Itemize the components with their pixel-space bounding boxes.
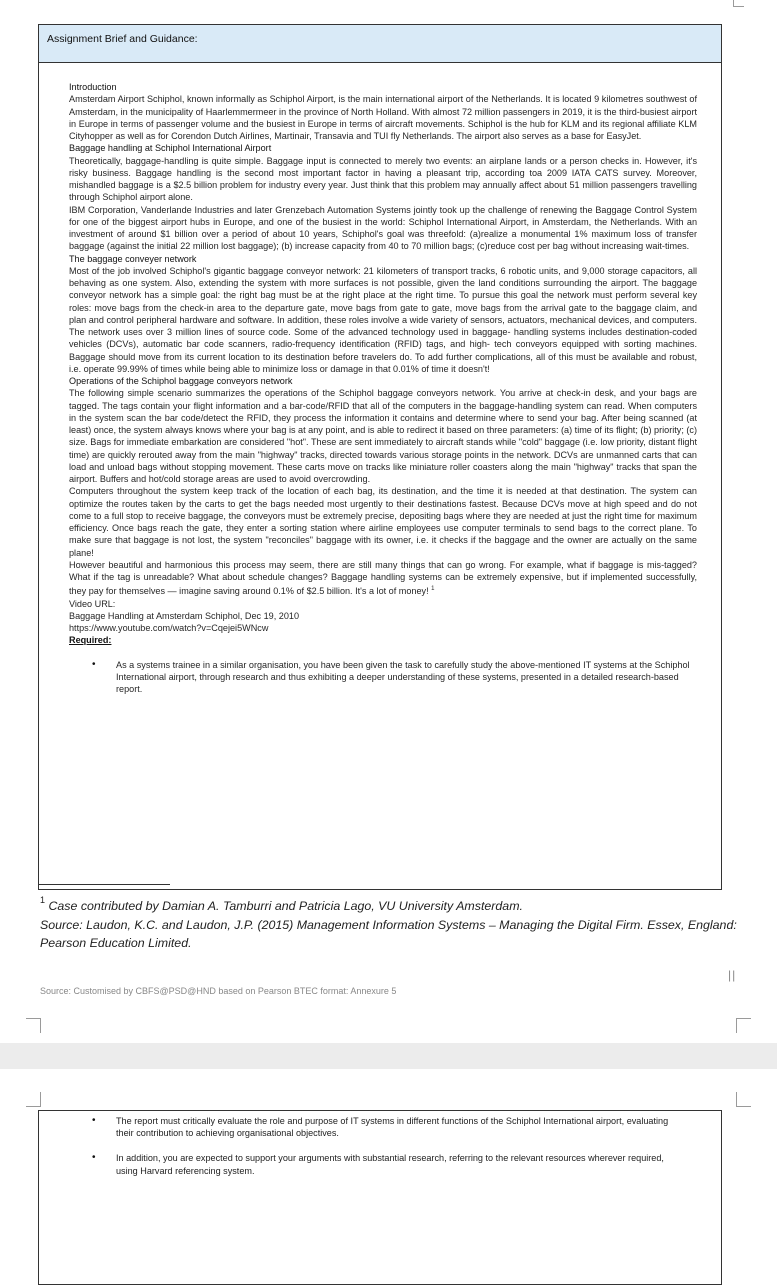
requirements-list xyxy=(39,1115,676,1177)
assignment-content-box-continued xyxy=(38,1110,722,1285)
page-corner-mark xyxy=(26,1092,41,1107)
page-corner-mark xyxy=(26,1018,41,1033)
operations-paragraph-3 xyxy=(69,559,697,598)
page-gap xyxy=(0,1043,777,1069)
footnote-reference: 1 xyxy=(431,586,435,593)
footnote-separator xyxy=(38,884,170,885)
footnote xyxy=(40,893,740,953)
page-corner-mark xyxy=(736,1018,751,1033)
case-study-text xyxy=(69,81,697,695)
operations-paragraph-3-text: However beautiful and harmonious this process may seem, there are still many things that can go wrong. For example, what if baggage is mis-tagged? What if the tag is unreadable? What about schedule changes? Baggage handling systems can be extremely expensive, but if implemented successfully, they pay for themselves — imagine saving around 0.1% of $2.5 billion. It's a lot of money! xyxy=(69,559,697,597)
assignment-brief-header xyxy=(38,24,722,63)
operations-paragraph-1: The following simple scenario summarizes the operations of the Schiphol baggage conveyors network. You arrive at check-in desk, and your bags are tagged. The tags contain your flight information and a bar-code/RFID that all of the computers in the baggage-handling system can read. When computers in the system scan the bar code/detect the RFID, they process the information it contains and determine where to send your bag. After being scanned (at least) once, the system always knows where your bag is at any point, and is able to redirect it based on three parameters: (a) time of its flight; (b) priority; (c) size. Bags for immediate embarkation are considered "hot". These are sent immediately to aircraft stands while "cold" baggage (i.e. low priority, distant flight time) are quickly rerouted away from the main "highway" tracks, directed towards various storage points in the network. DCVs are unmanned carts that can load and unload bags without stopping movement. These carts move on tracks like miniature roller coasters along the main "highway" tracks that span the airport. Buffers and hot/cold storage areas are used to avoid overcrowding. xyxy=(69,388,697,484)
page-footer-source: Source: Customised by CBFS@PSD@HND based on Pearson BTEC format: Annexure 5 xyxy=(40,986,397,996)
list-item: • In addition, you are expected to support your arguments with substantial research, referring to the relevant resources wherever required, using Harvard referencing system. xyxy=(116,1152,676,1176)
video-url-link[interactable]: https://www.youtube.com/watch?v=Cqejei5WNcw xyxy=(69,623,269,634)
video-title: Baggage Handling at Amsterdam Schiphol, Dec 19, 2010 xyxy=(69,610,300,621)
intro-heading: Introduction xyxy=(69,82,117,92)
footnote-marker: 1 xyxy=(40,895,46,905)
required-list xyxy=(69,659,697,696)
baggage-heading: Baggage handling at Schiphol International Airport xyxy=(69,143,272,154)
footnote-line-2: Source: Laudon, K.C. and Laudon, J.P. (2015) Management Information Systems – Managing the Digital Firm. Essex, England: Pearson Education Limited. xyxy=(40,917,737,951)
baggage-paragraph-2: IBM Corporation, Vanderlande Industries and later Grenzebach Automation Systems jointly took up the challenge of renewing the Baggage Control System for one of the biggest airport hubs in Europe, and one of the busiest in the world: Schiphol International Airport, in Amsterdam, the Netherlands. With an investment of around $1 billion over a period of about 10 years, Schiphol's goal was threefold: (a)realize a monumental 1% maximum loss of transfer baggage (against the initial 22 million lost baggage); (b) increase capacity from 40 to 70 million bags; (c)reduce cost per bag without increasing wait-times. xyxy=(69,204,697,252)
assignment-content-box xyxy=(38,63,722,890)
list-item: • The report must critically evaluate the role and purpose of IT systems in different functions of the Schiphol International airport, evaluating their contribution to achieving organisational objectives. xyxy=(116,1115,676,1139)
header-title: Assignment Brief and Guidance: xyxy=(47,33,198,45)
conveyor-paragraph: Most of the job involved Schiphol's gigantic baggage conveyor network: 21 kilometers of transport tracks, 6 robotic units, and 9,000 storage capacitors, all behaving as one system. Also, extending the system with more surfaces is not possible, given the land conditions surrounding the airport. The baggage conveyor network has a simple goal: the right bag must be at the right place at the right time. To pursue this goal the network must perform several key roles: move bags from the check-in area to the departure gate, move bags from gate to gate, move bags from the arrival gate to the baggage claim, and plan and control peripheral hardware and software. In addition, these roles involve a wide variety of sensors, actuators, mechanical devices, and computers. The network uses over 3 million lines of source code. Some of the advanced technology used in baggage- handling systems includes destination-coded vehicles (DCVs), automatic bar code scanners, radio-frequency identification (RFID) tags, and high- tech conveyors equipped with sorting machines. Baggage should move from its current location to its destination before travelers do. To add further complications, all of this must be available and robust, i.e. operate 99.99% of times while being able to minimize loss or damage in that 0.01% of time it doesn't! xyxy=(69,265,697,374)
footnote-line-1: Case contributed by Damian A. Tamburri and Patricia Lago, VU University Amsterdam. xyxy=(48,899,523,914)
list-item: • As a systems trainee in a similar organisation, you have been given the task to carefully study the above-mentioned IT systems at the Schiphol International airport, through research and thus exhibiting a deeper understanding of these systems, presented in a detailed research-based report. xyxy=(116,659,697,696)
video-label: Video URL: xyxy=(69,598,116,609)
conveyor-heading: The baggage conveyer network xyxy=(69,253,197,264)
required-label: Required: xyxy=(69,635,112,646)
page-corner-mark xyxy=(736,1092,751,1107)
operations-heading: Operations of the Schiphol baggage conveyors network xyxy=(69,376,293,386)
operations-paragraph-2: Computers throughout the system keep track of the location of each bag, its destination, and the time it is needed at that destination. The system can optimize the routes taken by the carts to get the bags needed most urgently to their destinations fastest. Because DCVs move at high speed and do not come to a full stop to receive baggage, the conveyors must be extremely precise, depositing bags where they are needed at just the right time for maximum efficiency. Once bags reach the gate, they enter a sorting station where airline employees use computer terminals to send bags to the correct plane. To make sure that baggage is not lost, the system "reconciles" baggage with its owner, i.e. it checks if the baggage and the owner are actually on the same plane! xyxy=(69,486,697,558)
page-mark: || xyxy=(728,968,737,982)
page-2 xyxy=(0,1069,777,1280)
page-corner-mark xyxy=(733,0,744,7)
baggage-paragraph-1: Theoretically, baggage-handling is quite simple. Baggage input is connected to merely two events: an airplane lands or a person checks in. However, it's risky business. Baggage handling is the second most important factor in having a pleasant trip, according toa 2009 IATA CATS survey. Moreover, mishandled baggage is a $2.5 billion problem for industry every year. Just think that this problem may annually affect about 51 million passengers travelling through Schiphol airport alone. xyxy=(69,155,697,203)
intro-paragraph: Amsterdam Airport Schiphol, known informally as Schiphol Airport, is the main international airport of the Netherlands. It is located 9 kilometres southwest of Amsterdam, in the municipality of Haarlemmermeer in the province of North Holland. With almost 72 million passengers in 2019, it is the third-busiest airport in Europe in terms of passenger volume and the busiest in Europe in terms of aircraft movements. Schiphol is the hub for KLM and its regional affiliate KLM Cityhopper as well as for Corendon Dutch Airlines, Martinair, Transavia and TUI fly Netherlands. The airport also serves as a base for EasyJet. xyxy=(69,94,697,141)
